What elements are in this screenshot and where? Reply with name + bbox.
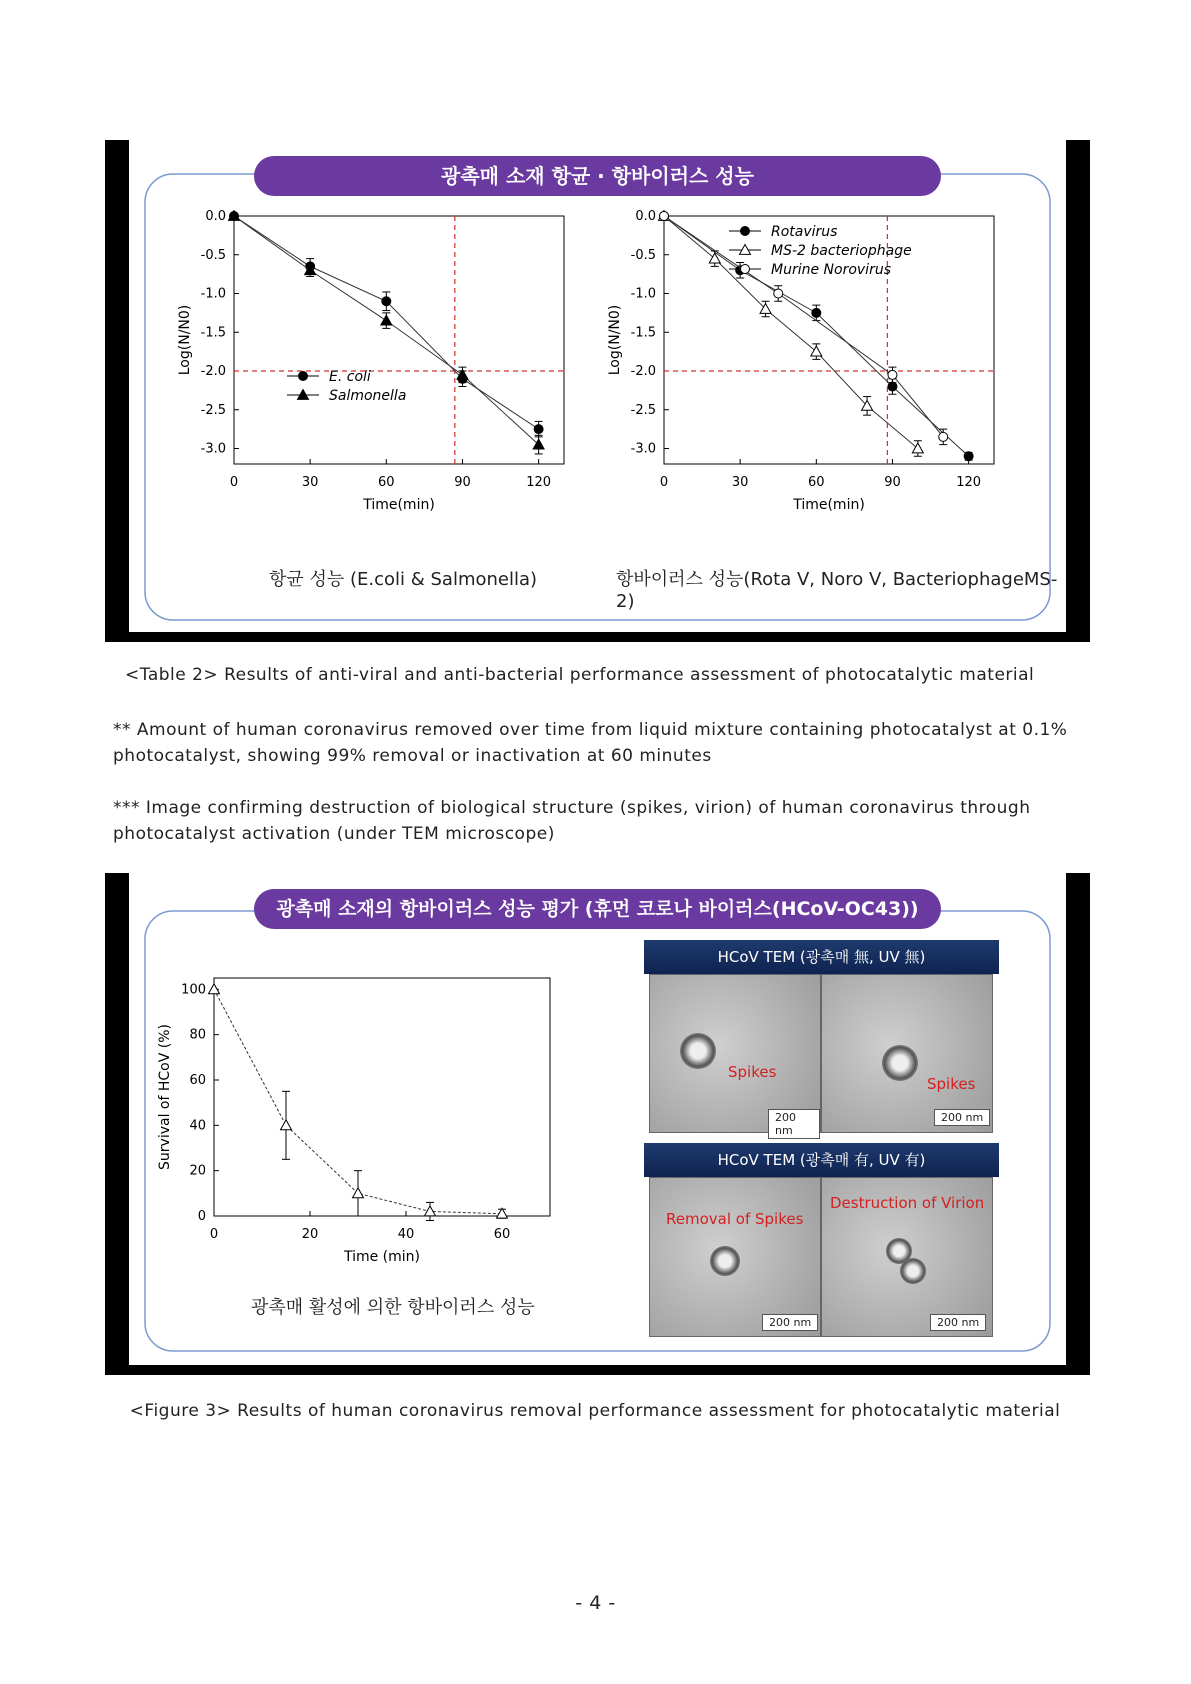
y-tick-label: 0.0 (205, 210, 226, 224)
scale-bar-4: 200 nm (930, 1314, 986, 1331)
legend-label: Murine Norovirus (771, 262, 891, 278)
data-point (964, 452, 973, 461)
destroyed-virion-2 (900, 1258, 926, 1284)
y-tick-label: -2.5 (630, 402, 656, 418)
y-tick-label: -1.5 (200, 325, 226, 341)
y-tick-label: -0.5 (200, 247, 226, 263)
y-tick-label: -0.5 (630, 247, 656, 263)
virion-with-spikes (882, 1045, 918, 1081)
tem-image-control-2 (821, 974, 993, 1133)
y-tick-label: 100 (181, 982, 206, 998)
data-point (939, 432, 948, 441)
data-point (381, 315, 392, 325)
figure-3-caption: <Figure 3> Results of human coronavirus removal performance assessment for photocatalytic material (129, 1401, 1061, 1421)
data-point (888, 370, 897, 379)
series-line (234, 216, 539, 445)
legend-marker (741, 265, 750, 274)
x-tick-label: 30 (301, 475, 319, 490)
x-tick-label: 60 (808, 475, 825, 490)
x-axis-label: Time(min) (363, 497, 435, 513)
x-tick-label: 90 (454, 475, 471, 490)
data-point (812, 308, 821, 317)
scale-bar-2: 200 nm (934, 1109, 990, 1126)
legend-marker (298, 390, 309, 400)
antibacterial-chart (159, 210, 599, 530)
x-tick-label: 60 (493, 1227, 511, 1242)
antiviral-chart (589, 210, 1049, 530)
spikes-label-2: Spikes (927, 1075, 976, 1093)
x-tick-label: 120 (526, 475, 552, 490)
data-point (209, 984, 220, 994)
y-tick-label: 20 (189, 1163, 206, 1179)
page-number: - 4 - (575, 1592, 616, 1614)
data-point (425, 1206, 436, 1216)
x-axis-label: Time (min) (343, 1249, 421, 1265)
x-axis-label: Time(min) (793, 497, 865, 513)
data-point (888, 382, 897, 391)
y-axis-label: Log(N/N0) (607, 304, 623, 376)
plot-area (234, 216, 564, 464)
x-tick-label: 0 (229, 475, 239, 490)
y-tick-label: -3.0 (200, 441, 226, 457)
legend-label: MS-2 bacteriophage (771, 243, 912, 259)
x-tick-label: 0 (659, 475, 669, 490)
scale-bar-3: 200 nm (762, 1314, 818, 1331)
legend-label: E. coli (329, 369, 371, 385)
spikes-label-1: Spikes (728, 1063, 777, 1081)
figure-1-frame (105, 140, 1090, 642)
tem-image-treated-1 (649, 1177, 821, 1337)
note-double-star: ** Amount of human coronavirus removed over time from liquid mixture containing photocatalyst at 0.1% photocatalyst, showing 99% removal or inactivation at 60 minutes (113, 720, 1068, 766)
legend-marker (740, 245, 751, 255)
y-tick-label: -1.5 (630, 325, 656, 341)
data-point (660, 212, 669, 221)
removal-of-spikes-label: Removal of Spikes (666, 1210, 804, 1228)
y-tick-label: -1.0 (200, 286, 226, 302)
y-tick-label: -2.0 (200, 364, 226, 379)
data-point (281, 1120, 292, 1130)
y-tick-label: 80 (189, 1027, 206, 1043)
y-axis-label: Log(N/N0) (177, 304, 193, 376)
legend-marker (741, 227, 750, 236)
legend-label: Rotavirus (771, 224, 838, 240)
figure-2-panel (129, 873, 1066, 1365)
figure-1-banner: 광촉매 소재 항균 · 항바이러스 성능 (254, 156, 941, 196)
x-tick-label: 30 (731, 475, 749, 490)
y-tick-label: -2.5 (200, 402, 226, 418)
y-tick-label: -2.0 (630, 364, 656, 379)
figure-1-panel (129, 140, 1066, 632)
data-point (534, 425, 543, 434)
virion-with-spikes (680, 1033, 716, 1069)
antiviral-caption: 항바이러스 성능(Rota V, Noro V, BacteriophageMS-2) (616, 569, 1058, 612)
note-triple-star: *** Image confirming destruction of biological structure (spikes, virion) of human coronavirus through photocatalyst activation (under TEM microscope) (113, 798, 1031, 844)
x-tick-label: 0 (209, 1227, 219, 1242)
data-point (811, 346, 822, 356)
y-tick-label: 40 (189, 1118, 206, 1134)
data-point (382, 297, 391, 306)
plot-area (214, 978, 550, 1216)
scale-bar-1: 200 nm (768, 1109, 820, 1139)
y-tick-label: -1.0 (630, 286, 656, 302)
y-tick-label: 0.0 (635, 210, 656, 224)
y-tick-label: 0 (197, 1209, 206, 1224)
tem-top-header: HCoV TEM (광촉매 無, UV 無) (644, 940, 999, 974)
hcov-survival-chart (149, 968, 569, 1308)
x-tick-label: 60 (378, 475, 395, 490)
hcov-chart-caption: 광촉매 활성에 의한 항바이러스 성능 (251, 1297, 535, 1318)
antibacterial-caption: 항균 성능 (E.coli & Salmonella) (269, 569, 538, 590)
virion-without-spikes (710, 1246, 740, 1276)
destruction-of-virion-label: Destruction of Virion (830, 1194, 985, 1212)
data-point (774, 289, 783, 298)
y-tick-label: -3.0 (630, 441, 656, 457)
x-tick-label: 90 (884, 475, 901, 490)
x-tick-label: 40 (397, 1227, 415, 1242)
x-tick-label: 120 (956, 475, 982, 490)
figure-2-banner: 광촉매 소재의 항바이러스 성능 평가 (휴먼 코로나 바이러스(HCoV-OC43)) (254, 889, 941, 929)
figure-2-frame (105, 873, 1090, 1375)
tem-image-treated-2 (821, 1177, 993, 1337)
tem-bottom-header: HCoV TEM (광촉매 有, UV 有) (644, 1143, 999, 1177)
y-axis-label: Survival of HCoV (%) (157, 1024, 173, 1170)
legend-marker (299, 372, 308, 381)
data-point (912, 443, 923, 453)
legend-label: Salmonella (329, 388, 407, 404)
y-tick-label: 60 (189, 1073, 206, 1088)
x-tick-label: 20 (301, 1227, 319, 1242)
table-2-caption: <Table 2> Results of anti-viral and anti-bacterial performance assessment of photocatalytic material (125, 665, 1035, 685)
tem-image-control-1 (649, 974, 821, 1137)
